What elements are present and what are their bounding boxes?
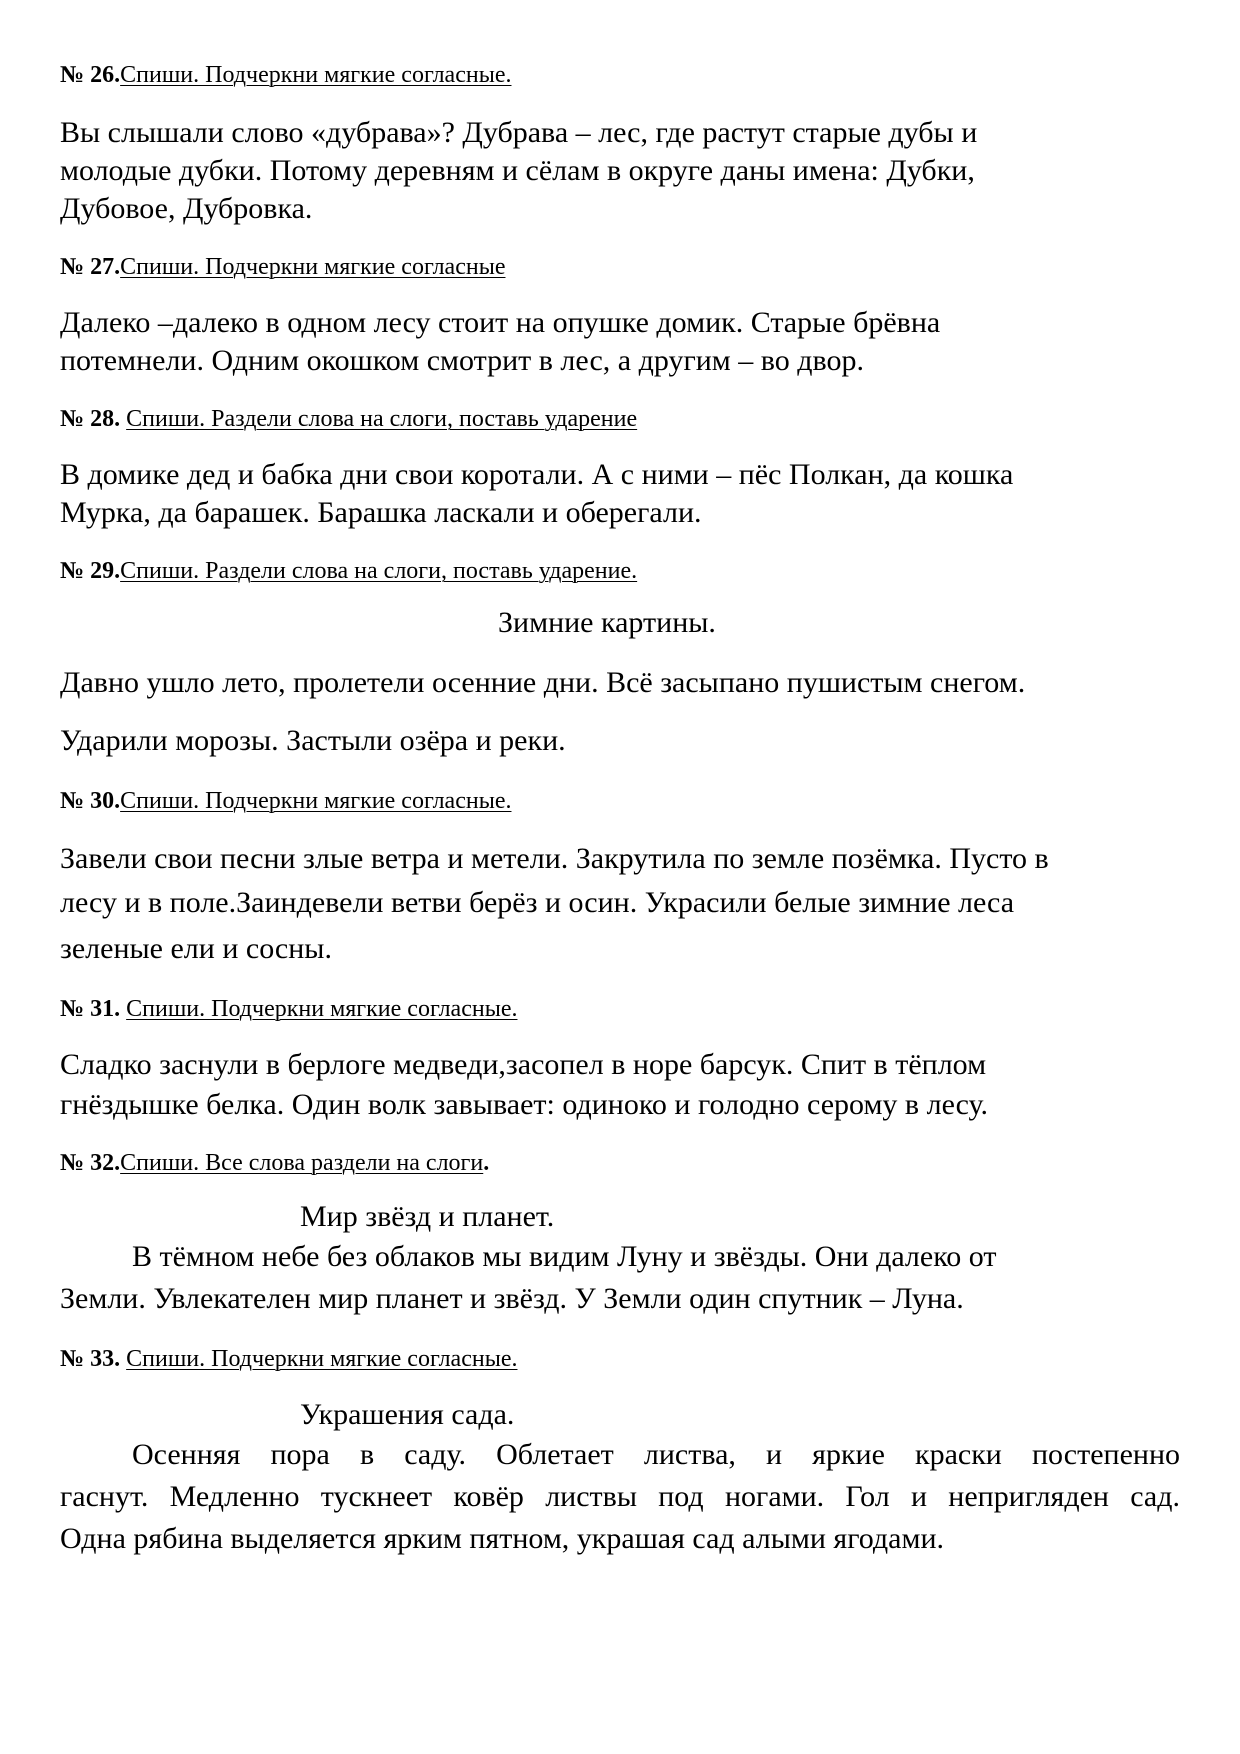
task-27-line-2: потемнели. Одним окошком смотрит в лес, а другим – во двор.: [60, 344, 864, 377]
task-29-title: Зимние картины.: [498, 606, 716, 639]
task-32-line-2: Земли. Увлекателен мир планет и звёзд. У Земли один спутник – Луна.: [60, 1282, 964, 1315]
task-31-line-1: Сладко заснули в берлоге медведи,засопел в норе барсук. Спит в тёплом: [60, 1048, 987, 1081]
task-number: № 33.: [60, 1346, 127, 1372]
task-instruction: Спиши. Раздели слова на слоги, поставь ударение.: [120, 558, 638, 584]
task-28-line-1: В домике дед и бабка дни свои коротали. А с ними – пёс Полкан, да кошка: [60, 458, 1014, 491]
task-number: № 31.: [60, 996, 127, 1022]
task-33-header: [60, 1346, 517, 1373]
task-29-line-1: Давно ушло лето, пролетели осенние дни. Всё засыпано пушистым снегом.: [60, 666, 1026, 699]
task-28-header: [60, 406, 637, 433]
task-number: № 30.: [60, 788, 121, 814]
task-28-line-2: Мурка, да барашек. Барашка ласкали и оберегали.: [60, 496, 702, 529]
task-31-line-2: гнёздышке белка. Один волк завывает: одиноко и голодно серому в лесу.: [60, 1088, 989, 1121]
task-instruction: Спиши. Подчеркни мягкие согласные.: [126, 996, 518, 1022]
task-26-line-2: молодые дубки. Потому деревням и сёлам в округе даны имена: Дубки,: [60, 154, 975, 187]
task-30-header: [60, 788, 511, 815]
task-instruction: Спиши. Раздели слова на слоги, поставь ударение: [126, 406, 638, 432]
task-instruction: Спиши. Подчеркни мягкие согласные.: [120, 788, 512, 814]
task-32-line-1: В тёмном небе без облаков мы видим Луну и звёзды. Они далеко от: [132, 1240, 997, 1273]
task-29-line-2: Ударили морозы. Застыли озёра и реки.: [60, 724, 566, 757]
task-30-line-1: Завели свои песни злые ветра и метели. Закрутила по земле позёмка. Пусто в: [60, 842, 1049, 875]
task-instruction: Спиши. Подчеркни мягкие согласные.: [120, 62, 512, 88]
task-27-line-1: Далеко –далеко в одном лесу стоит на опушке домик. Старые брёвна: [60, 306, 941, 339]
task-32-header: [60, 1150, 489, 1177]
task-instruction: Спиши. Все слова раздели на слоги: [120, 1150, 484, 1176]
task-33-line-3: Одна рябина выделяется ярким пятном, украшая сад алыми ягодами.: [60, 1522, 945, 1555]
task-26-line-1: Вы слышали слово «дубрава»? Дубрава – лес, где растут старые дубы и: [60, 116, 978, 149]
task-number: № 29.: [60, 558, 121, 584]
task-number: № 26.: [60, 62, 121, 88]
task-30-line-2: лесу и в поле.Заиндевели ветви берёз и осин. Украсили белые зимние леса: [60, 886, 1015, 919]
task-32-title: Мир звёзд и планет.: [300, 1200, 555, 1233]
task-trailing-period: .: [483, 1150, 490, 1176]
task-33-line-1: Осенняя пора в саду. Облетает листва, и яркие краски постепенно: [132, 1438, 1180, 1471]
task-instruction: Спиши. Подчеркни мягкие согласные.: [126, 1346, 518, 1372]
task-number: № 32.: [60, 1150, 121, 1176]
task-30-line-3: зеленые ели и сосны.: [60, 932, 332, 965]
task-number: № 27.: [60, 254, 121, 280]
task-instruction: Спиши. Подчеркни мягкие согласные: [120, 254, 506, 280]
task-26-header: [60, 62, 511, 89]
task-33-line-2: гаснут. Медленно тускнеет ковёр листвы под ногами. Гол и непригляден сад.: [60, 1480, 1180, 1513]
task-31-header: [60, 996, 517, 1023]
task-33-title: Украшения сада.: [300, 1398, 515, 1431]
task-27-header: [60, 254, 505, 281]
task-26-line-3: Дубовое, Дубровка.: [60, 192, 313, 225]
task-number: № 28.: [60, 406, 127, 432]
task-29-header: [60, 558, 637, 585]
